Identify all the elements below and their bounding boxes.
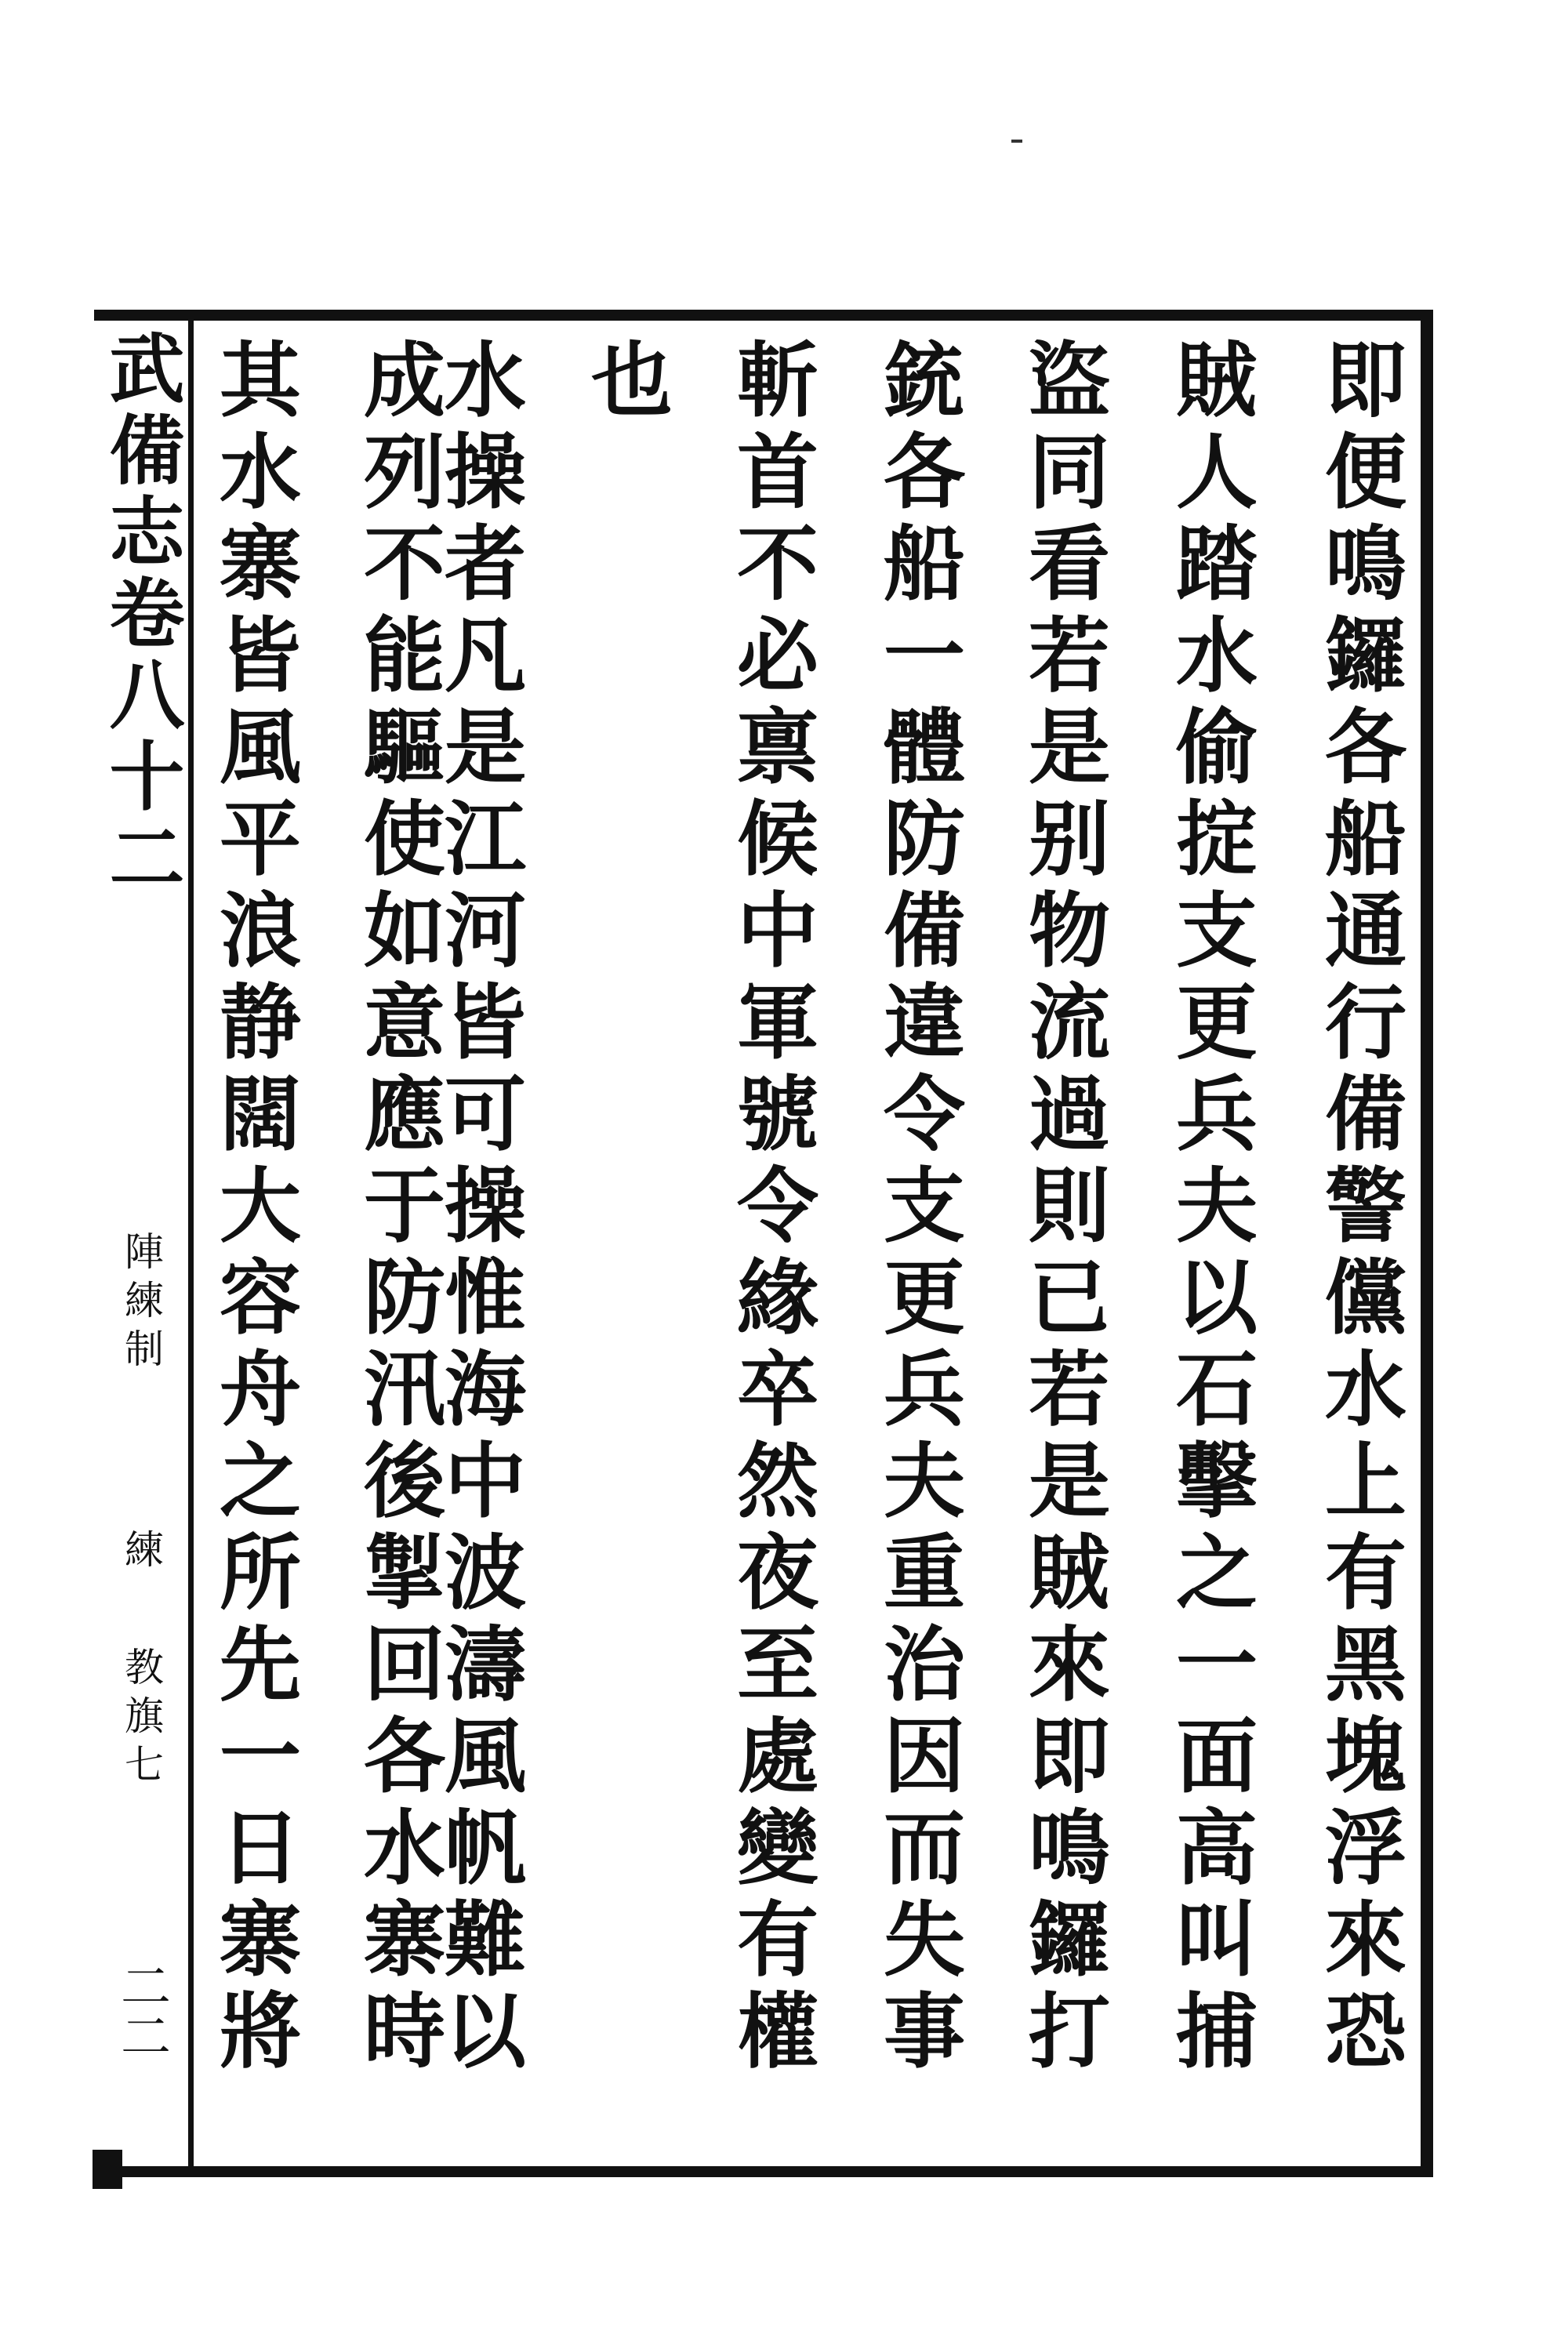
margin-divider-line (188, 310, 194, 2177)
book-title: 武備志卷八十二 (97, 329, 186, 900)
section-label: 陣練制 (118, 1231, 164, 1377)
subsection-label: 練 (118, 1529, 164, 1577)
text-column-1: 即便鳴鑼各船通行備警儻水上有黑塊浮來恐 (1311, 337, 1407, 2080)
text-column-9: 其水寨皆風平浪静闊大容舟之所先一日寨將 (205, 337, 302, 2080)
text-column-2: 賊人踏水偷掟支更兵夫以石擊之一面高叫捕 (1162, 337, 1258, 2080)
text-column-7: 水操者凡是江河皆可操惟海中波濤風帆難以 (430, 337, 527, 2080)
text-column-4: 銃各船一體防備違令支更兵夫重治因而失事 (869, 337, 966, 2080)
ink-speck (1011, 140, 1022, 143)
page-number: 二二 (112, 1960, 170, 2060)
text-column-8: 成列不能驅使如意應于防汛後掣回各水寨時 (350, 337, 446, 2080)
text-column-3: 盜同看若是别物流過則已若是賊來即鳴鑼打 (1014, 337, 1111, 2080)
page-margin-column (96, 329, 187, 2156)
text-column-5: 斬首不必禀候中軍號令緣卒然夜至處變有權 (723, 337, 819, 2080)
subsection-detail-label: 教旗七 (118, 1646, 164, 1792)
text-column-6: 也 (577, 337, 673, 429)
